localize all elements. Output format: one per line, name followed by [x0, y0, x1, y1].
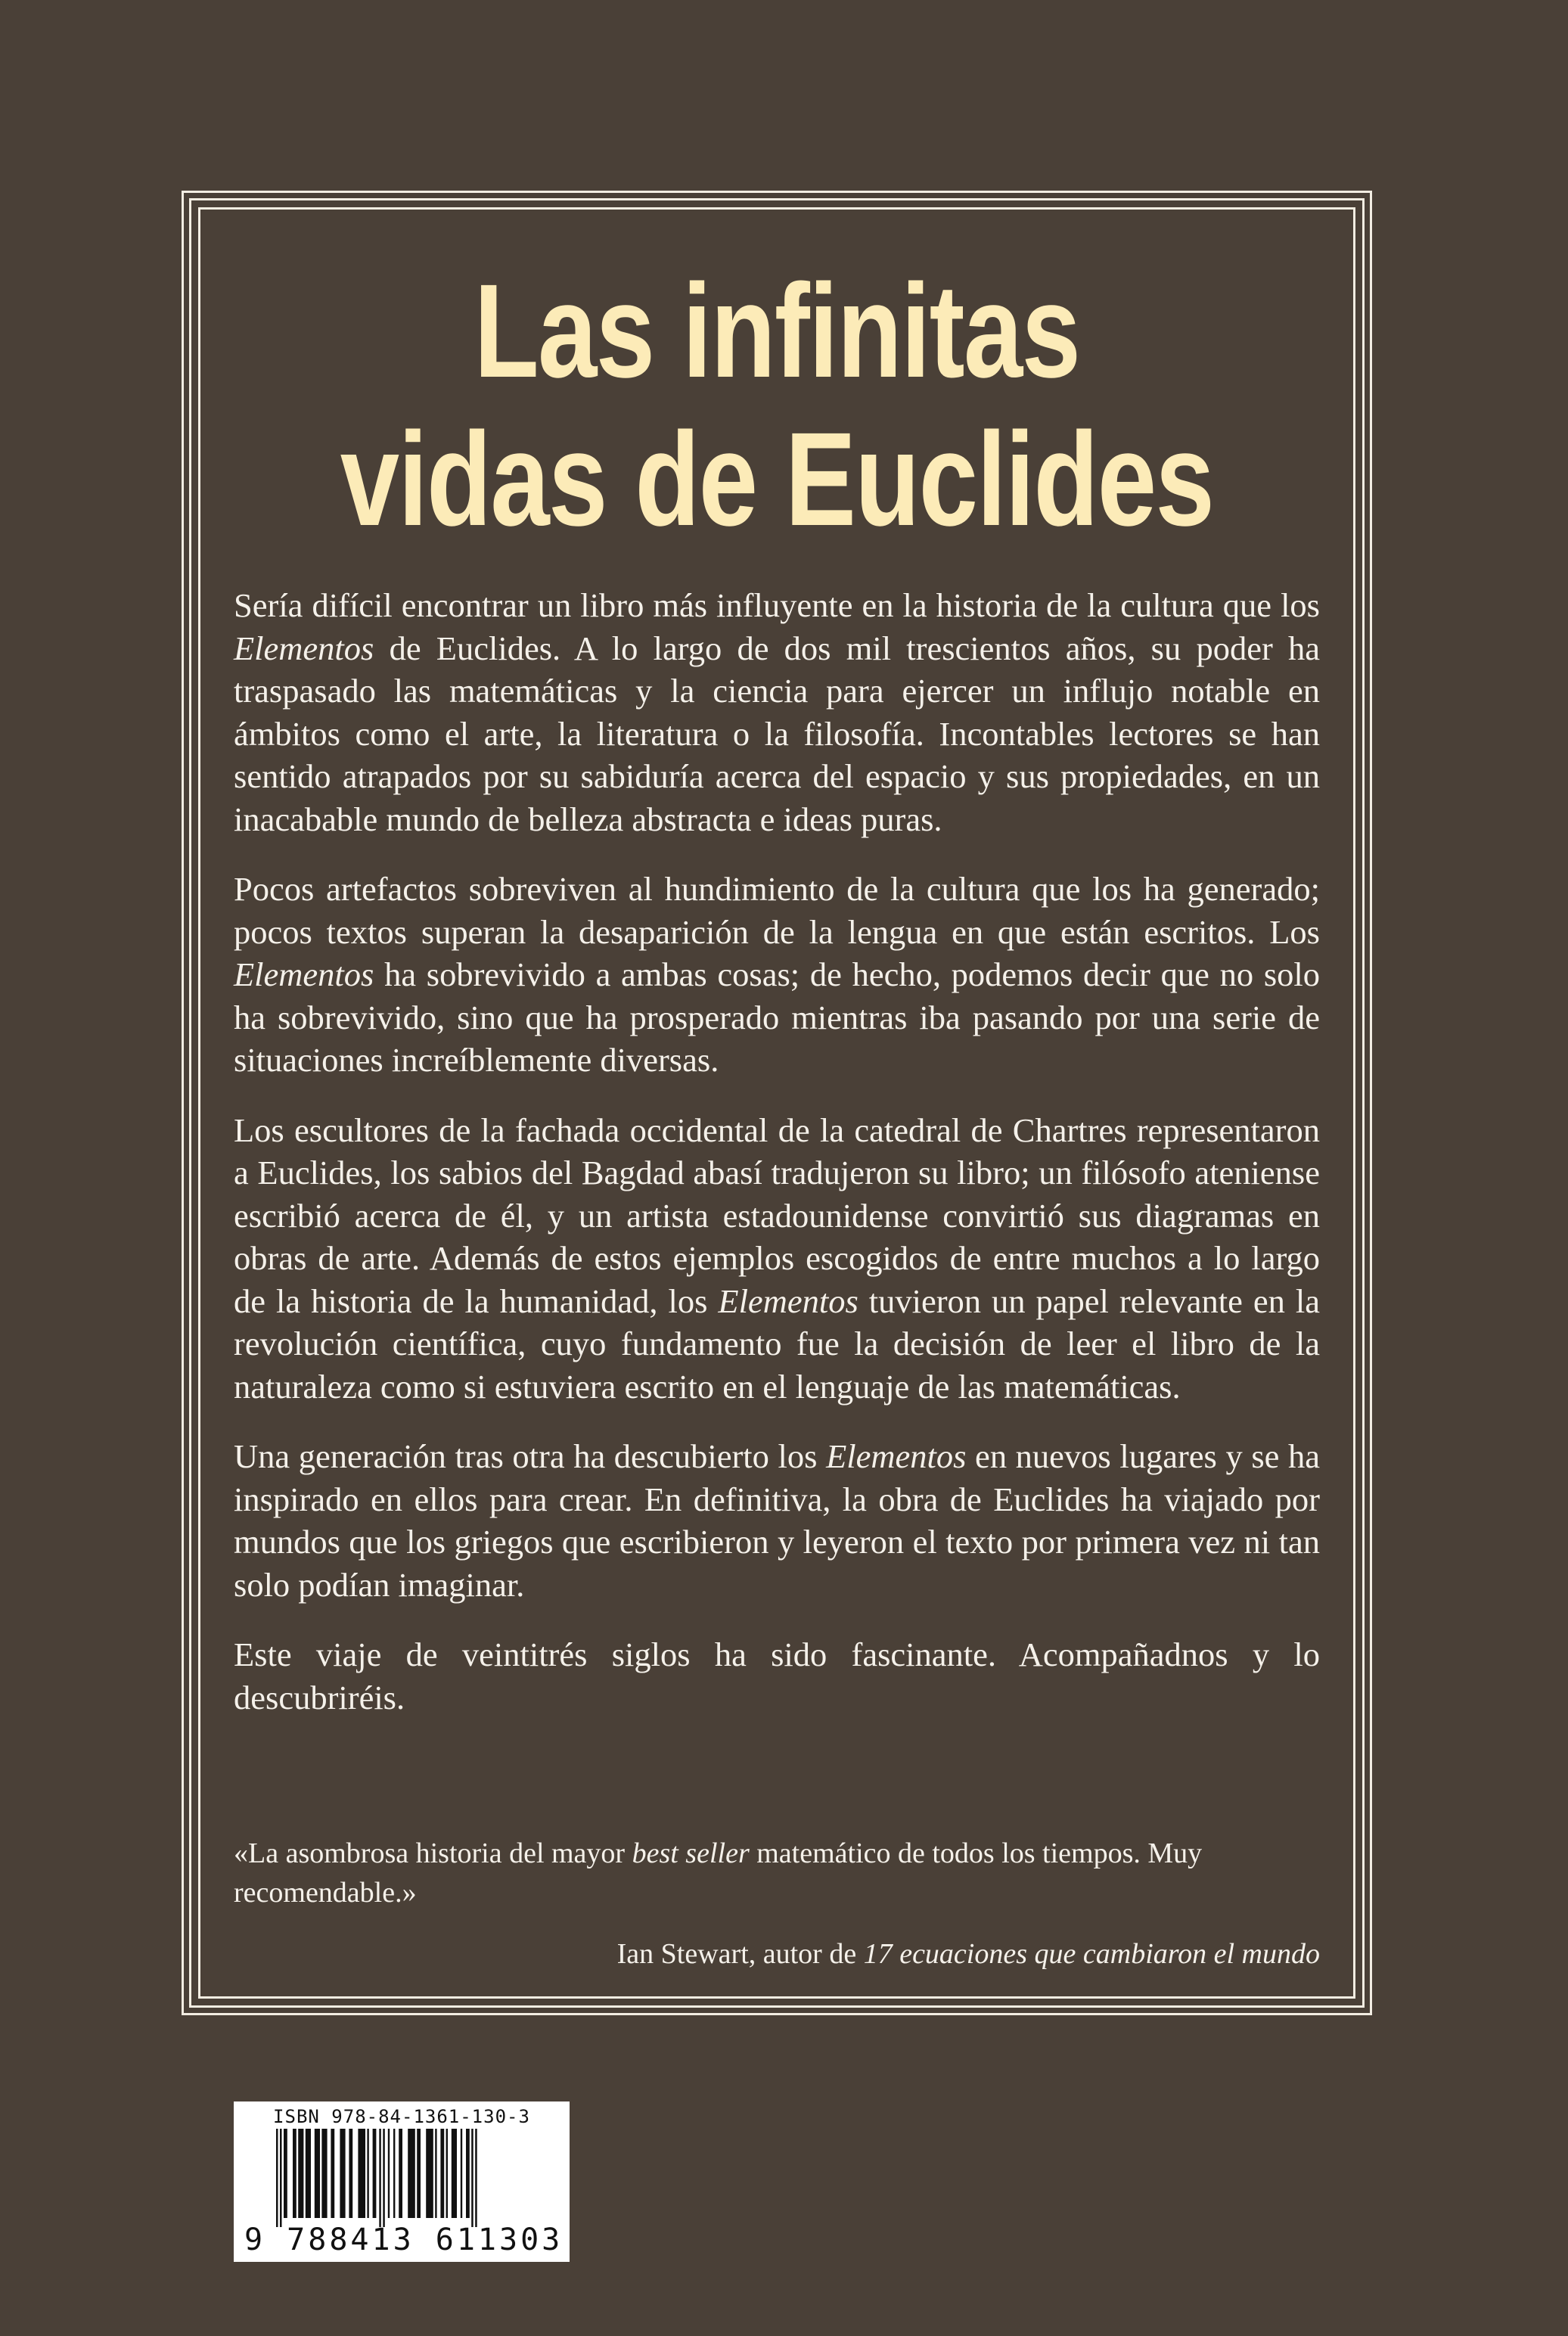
barcode-bar	[393, 2129, 395, 2218]
text-run: Este viaje de veintitrés siglos ha sido fascinante. Acompañadnos y lo descubriréis.	[234, 1636, 1320, 1716]
text-run: ha sobrevivido a ambas cosas; de hecho, podemos decir que no solo ha sobrevivido, sino que ha prosperado mientras iba pasando por una serie de situaciones increíblemente diversas.	[234, 955, 1320, 1079]
barcode-bar	[446, 2129, 448, 2218]
synopsis-paragraph	[234, 868, 1320, 1082]
barcode-bar	[276, 2129, 278, 2227]
barcode-bar	[399, 2129, 402, 2218]
synopsis-paragraph	[234, 1435, 1320, 1606]
text-run: Una generación tras otra ha descubierto los	[234, 1437, 827, 1475]
text-run: tuvieron un papel relevante en la revolución científica, cuyo fundamento fue la decisión de leer el libro de la naturaleza como si estuviera escrito en el lenguaje de las matemáticas.	[234, 1281, 1320, 1406]
barcode-bar	[367, 2129, 368, 2218]
text-run: Sería difícil encontrar un libro más influyente en la historia de la cultura que los	[234, 586, 1320, 624]
barcode-bar	[471, 2129, 474, 2227]
title-line-1: Las infinitas	[474, 257, 1080, 405]
barcode-bar	[461, 2129, 462, 2218]
barcode-bar	[293, 2129, 297, 2218]
italic-title-text: Elementos	[826, 1437, 967, 1475]
book-title	[314, 257, 1240, 554]
text-run: «La asombrosa historia del mayor	[234, 1837, 632, 1869]
barcode-bar	[306, 2129, 311, 2218]
barcode-bar	[331, 2129, 334, 2218]
barcode-bar	[440, 2129, 444, 2218]
italic-title-text: Elementos	[718, 1281, 859, 1320]
text-run: Ian Stewart, autor de	[616, 1938, 864, 1970]
isbn-barcode	[234, 2101, 570, 2262]
italic-title-text: 17 ecuaciones que cambiaron el mundo	[863, 1938, 1320, 1970]
barcode-bar	[379, 2129, 381, 2227]
barcode-bars	[276, 2129, 554, 2227]
barcode-bar	[466, 2129, 470, 2218]
text-run: Pocos artefactos sobreviven al hundimiento de la cultura que los ha generado; pocos textos superan la desaparición de la lengua en que están escritos. Los	[234, 870, 1320, 951]
review-quote	[234, 1834, 1320, 1912]
barcode-bar	[426, 2129, 433, 2218]
barcode-bar	[298, 2129, 303, 2218]
isbn-label: ISBN 978-84-1361-130-3	[273, 2106, 530, 2127]
barcode-bar	[358, 2129, 365, 2218]
barcode-bar	[417, 2129, 421, 2218]
text-run: en nuevos lugares y se ha inspirado en ellos para crear. En definitiva, la obra de Euclides ha viajado por mundos que los griegos que escribieron y leyeron el texto por primera vez ni tan solo podían imaginar.	[234, 1437, 1320, 1604]
title-line-2: vidas de Euclides	[340, 405, 1214, 554]
barcode-bar	[475, 2129, 477, 2227]
barcode-bar	[315, 2129, 320, 2218]
italic-title-text: best seller	[632, 1837, 750, 1869]
barcode-bar	[435, 2129, 436, 2218]
barcode-bar	[349, 2129, 352, 2218]
text-run: matemático de todos los tiempos. Muy recomendable.»	[234, 1837, 1203, 1909]
barcode-bar	[408, 2129, 415, 2218]
synopsis-paragraph	[234, 1109, 1320, 1409]
italic-title-text: Elementos	[234, 955, 374, 993]
barcode-bar	[388, 2129, 390, 2218]
text-run: de Euclides. A lo largo de dos mil trescientos años, su poder ha traspasado las matemáticas y la ciencia para ejercer un influjo notable en ámbitos como el arte, la literatura o la filosofía. Incontables lectores se han sentido atrapados por su sabiduría acerca del espacio y sus propiedades, en un inacabable mundo de belleza abstracta e ideas puras.	[234, 629, 1320, 838]
review-attribution	[234, 1934, 1320, 1974]
barcode-bar	[321, 2129, 327, 2218]
barcode-digits: 9 788413 611303	[244, 2223, 564, 2257]
barcode-bar	[284, 2129, 287, 2218]
barcode-bar	[340, 2129, 345, 2218]
barcode-bar	[280, 2129, 282, 2227]
synopsis	[234, 584, 1320, 1746]
text-run: Los escultores de la fachada occidental de la catedral de Chartres representaron a Euclides, los sabios del Bagdad abasí tradujeron su libro; un filósofo ateniense escribió acerca de él, y un artista estadounidense convirtió sus diagramas en obras de arte. Además de estos ejemplos escogidos de entre muchos a lo largo de la historia de la humanidad, los	[234, 1111, 1320, 1320]
synopsis-paragraph	[234, 584, 1320, 840]
italic-title-text: Elementos	[234, 629, 374, 667]
barcode-bar	[452, 2129, 457, 2218]
barcode-bar	[373, 2129, 377, 2218]
synopsis-paragraph	[234, 1633, 1320, 1719]
barcode-bar	[383, 2129, 385, 2227]
